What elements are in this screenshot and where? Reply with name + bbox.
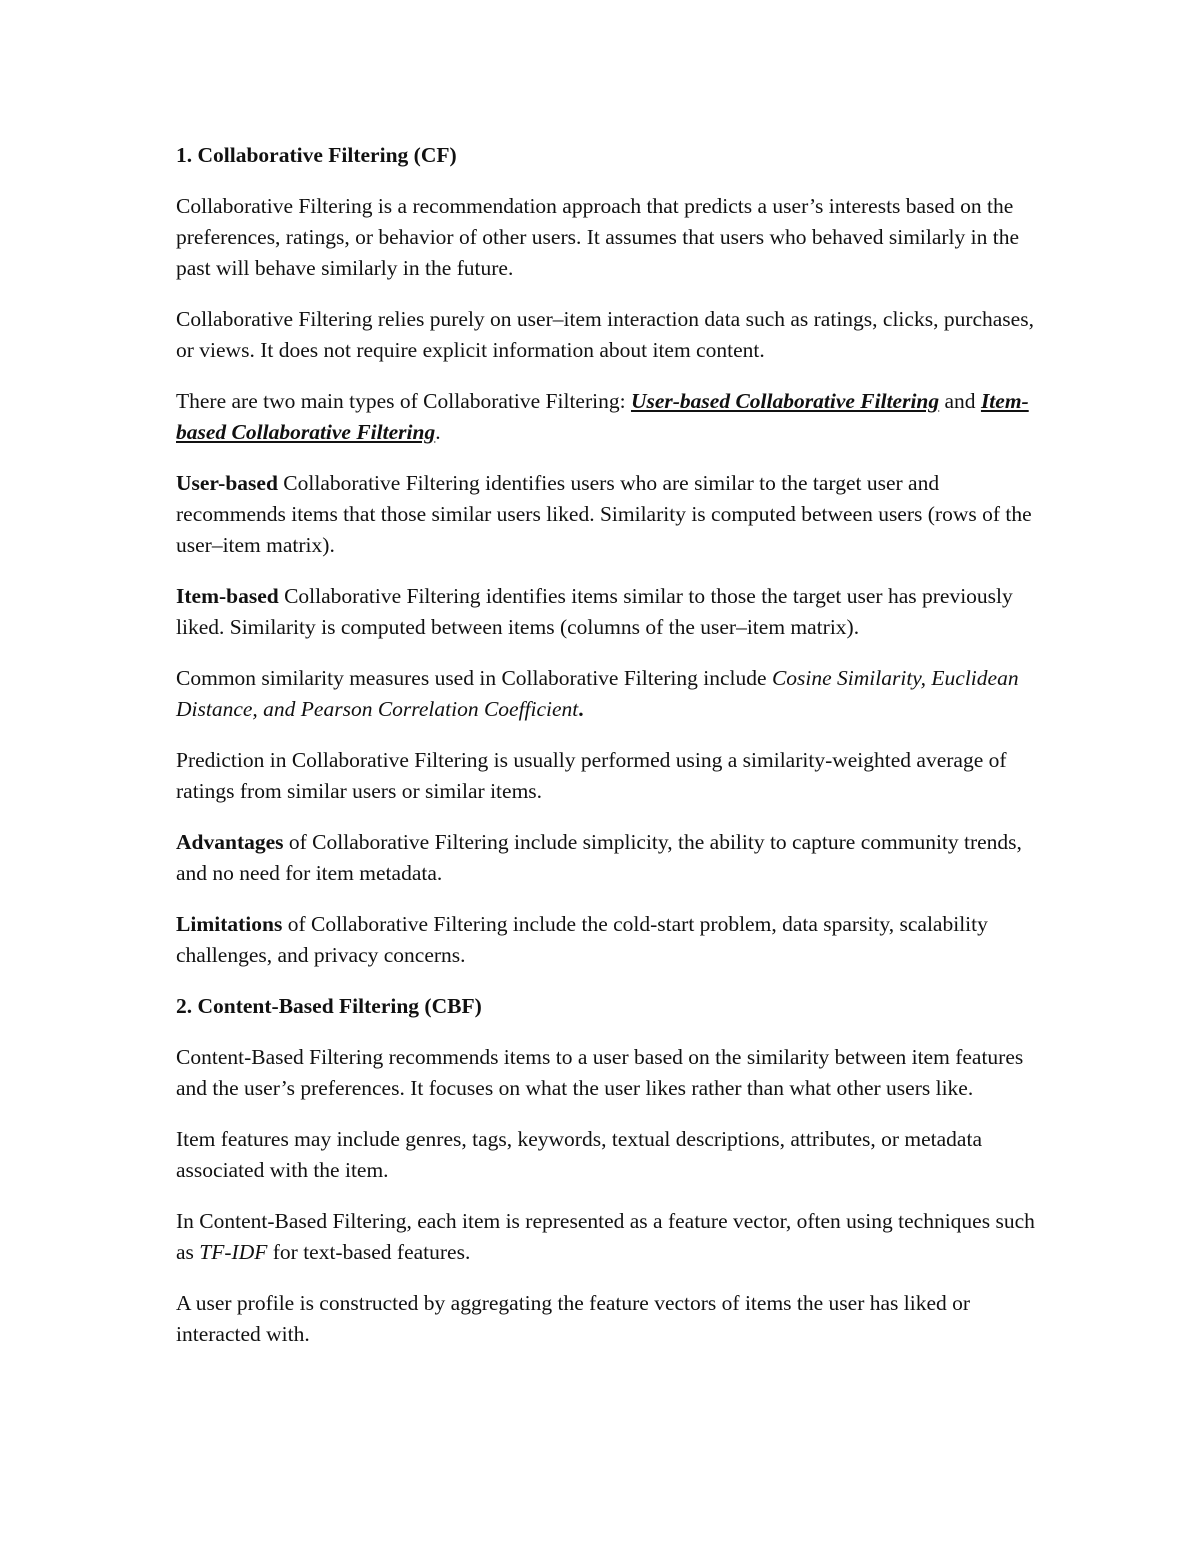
- paragraph-item-based: [176, 581, 1050, 643]
- section-heading-cbf: 2. Content-Based Filtering (CBF): [176, 994, 482, 1018]
- term-user-based-cf: User-based Collaborative Filtering: [630, 389, 940, 413]
- paragraph-user-profile: A user profile is constructed by aggregating the feature vectors of items the user has liked or interacted with.: [176, 1291, 971, 1346]
- limitations-text: of Collaborative Filtering include the cold-start problem, data sparsity, scalability challenges, and privacy concerns.: [176, 912, 988, 967]
- similarity-end: .: [578, 697, 584, 721]
- user-based-text: Collaborative Filtering identifies users who are similar to the target user and recommends items that those similar users liked. Similarity is computed between users (rows of the user–item matrix).: [176, 471, 1032, 557]
- feature-vector-end: for text-based features.: [267, 1240, 471, 1264]
- advantages-text: of Collaborative Filtering include simplicity, the ability to capture community trends, and no need for item metadata.: [176, 830, 1022, 885]
- paragraph-cbf-definition: Content-Based Filtering recommends items to a user based on the similarity between item features and the user’s preferences. It focuses on what the user likes rather than what other users like.: [176, 1045, 1024, 1100]
- similarity-lead: Common similarity measures used in Collaborative Filtering include: [176, 666, 772, 690]
- cf-types-lead: There are two main types of Collaborative Filtering:: [176, 389, 631, 413]
- paragraph-prediction: Prediction in Collaborative Filtering is usually performed using a similarity-weighted average of ratings from similar users or similar items.: [176, 748, 1007, 803]
- document-body: [176, 140, 1050, 1350]
- term-item-based: Item-based: [176, 584, 279, 608]
- paragraph-cf-definition: Collaborative Filtering is a recommendation approach that predicts a user’s interests based on the preferences, ratings, or behavior of other users. It assumes that users who behaved similarly in the past will behave similarly in the future.: [176, 194, 1020, 280]
- paragraph-user-based: [176, 468, 1050, 561]
- similarity-measures-list: Cosine Similarity, Euclidean Distance, and Pearson Correlation Coefficient: [176, 666, 1019, 721]
- feature-vector-lead: In Content-Based Filtering, each item is represented as a feature vector, often using techniques such as: [176, 1209, 1035, 1264]
- term-user-based: User-based: [176, 471, 278, 495]
- term-limitations: Limitations: [176, 912, 283, 936]
- section-heading-cf: 1. Collaborative Filtering (CF): [176, 143, 457, 167]
- paragraph-cf-data: Collaborative Filtering relies purely on user–item interaction data such as ratings, clicks, purchases, or views. It does not require explicit information about item content.: [176, 307, 1034, 362]
- paragraph-feature-vector: [176, 1206, 1050, 1268]
- paragraph-limitations: [176, 909, 1050, 971]
- paragraph-cf-types: [176, 386, 1050, 448]
- cf-types-end: .: [435, 420, 441, 444]
- term-item-based-cf: Item-based Collaborative Filtering: [176, 389, 1029, 444]
- paragraph-advantages: [176, 827, 1050, 889]
- paragraph-item-features: Item features may include genres, tags, keywords, textual descriptions, attributes, or metadata associated with the item.: [176, 1127, 982, 1182]
- term-tf-idf: TF-IDF: [199, 1240, 268, 1264]
- paragraph-similarity-measures: [176, 663, 1050, 725]
- term-advantages: Advantages: [176, 830, 284, 854]
- item-based-text: Collaborative Filtering identifies items similar to those the target user has previously liked. Similarity is computed between items (columns of the user–item matrix).: [176, 584, 1013, 639]
- cf-types-mid: and: [939, 389, 981, 413]
